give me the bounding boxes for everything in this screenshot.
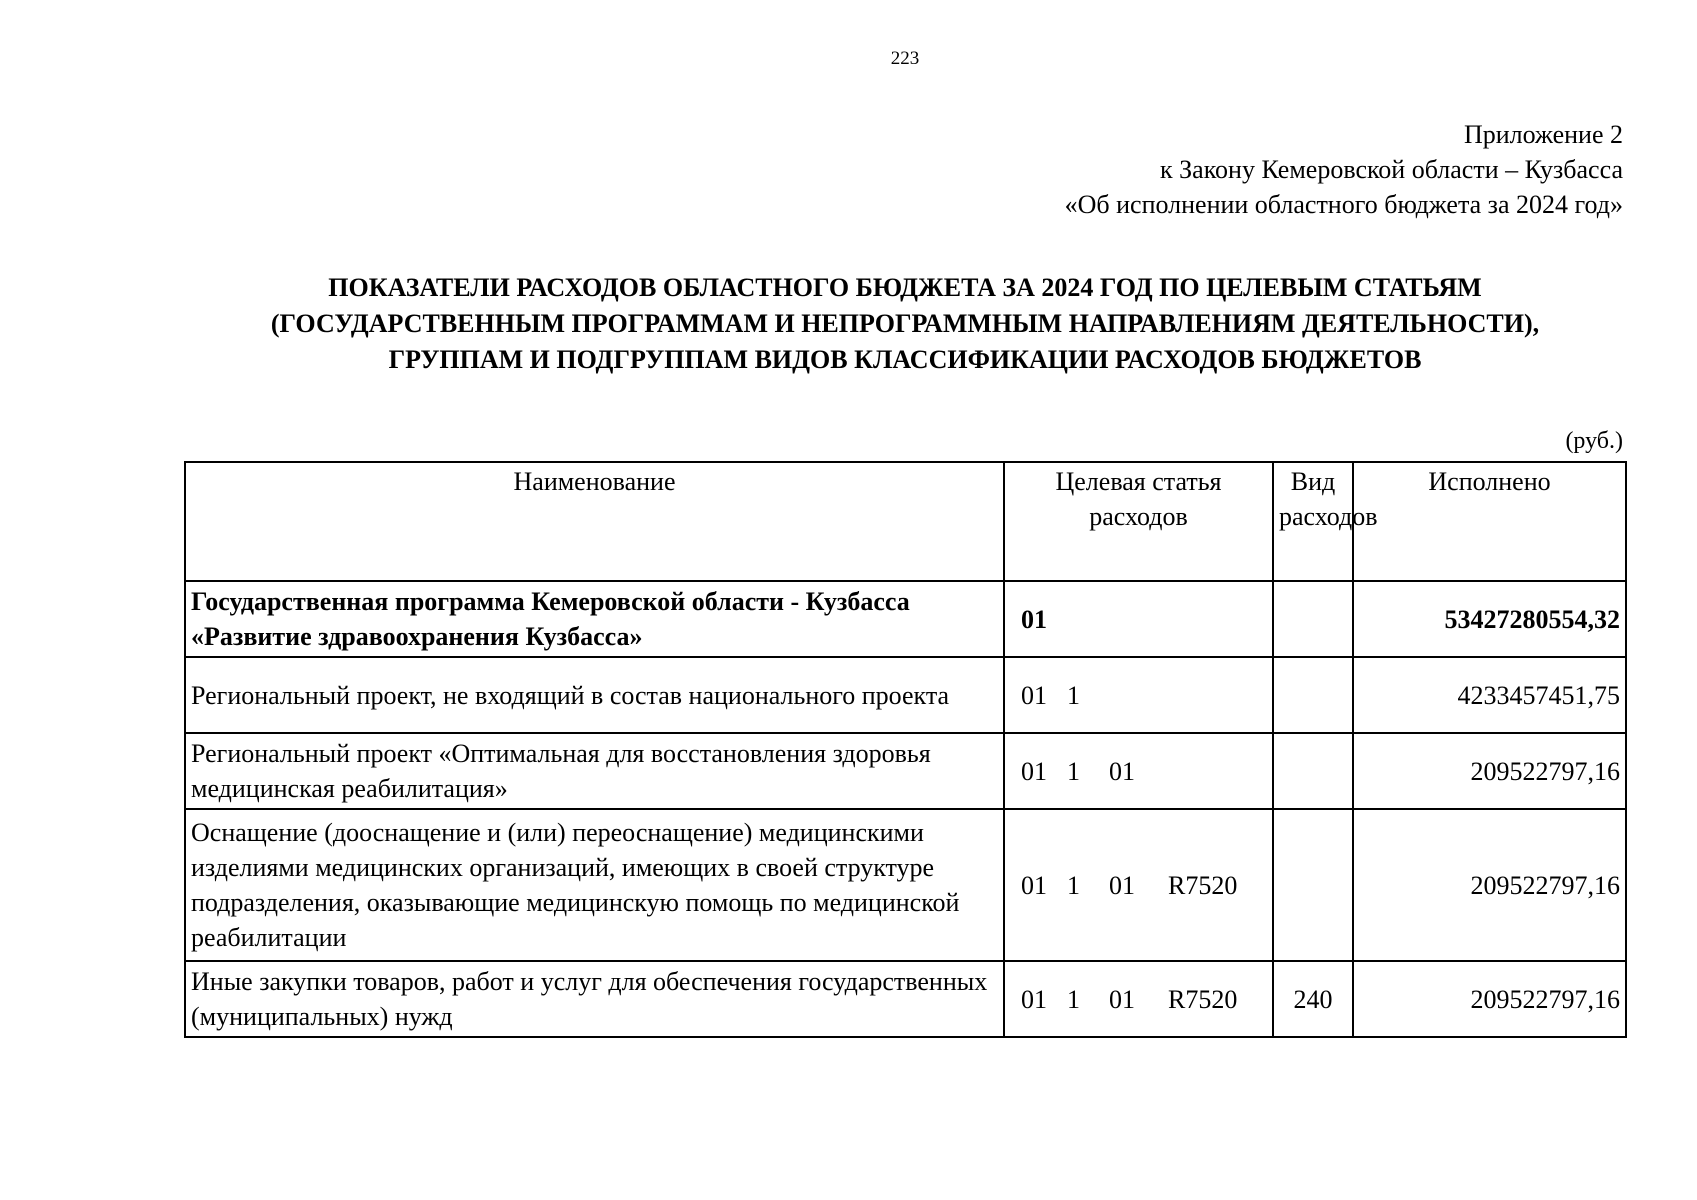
row-name: Государственная программа Кемеровской области - Кузбасса «Развитие здравоохранения Кузбасса»	[185, 581, 1004, 657]
appendix-line-1: Приложение 2	[1463, 120, 1623, 149]
code-event: 01	[1109, 756, 1135, 786]
row-name: Региональный проект «Оптимальная для восстановления здоровья медицинская реабилитация»	[185, 733, 1004, 809]
code-subprogram: 1	[1067, 680, 1080, 710]
code-subprogram: 1	[1067, 756, 1080, 786]
appendix-line-2: к Закону Кемеровской области – Кузбасса	[1160, 155, 1623, 184]
row-target-article	[1004, 657, 1273, 733]
row-expense-kind	[1273, 809, 1353, 961]
title-line-1: ПОКАЗАТЕЛИ РАСХОДОВ ОБЛАСТНОГО БЮДЖЕТА ЗА 2024 ГОД ПО ЦЕЛЕВЫМ СТАТЬЯМ	[328, 273, 1482, 302]
appendix-line-3: «Об исполнении областного бюджета за 2024 год»	[1064, 190, 1623, 219]
code-direction: R7520	[1168, 984, 1238, 1014]
row-executed-sum: 4233457451,75	[1353, 657, 1626, 733]
table-row	[185, 657, 1626, 733]
table-row	[185, 581, 1626, 657]
row-name: Региональный проект, не входящий в состав национального проекта	[185, 657, 1004, 733]
units-label: (руб.)	[1565, 428, 1623, 454]
table-row	[185, 961, 1626, 1037]
page-number: 223	[890, 48, 920, 69]
table-row	[185, 733, 1626, 809]
code-subprogram: 1	[1067, 870, 1080, 900]
row-target-article	[1004, 961, 1273, 1037]
title-line-3: ГРУППАМ И ПОДГРУППАМ ВИДОВ КЛАССИФИКАЦИИ РАСХОДОВ БЮДЖЕТОВ	[388, 345, 1422, 374]
row-target-article	[1004, 809, 1273, 961]
code-program: 01	[1021, 756, 1047, 786]
row-name: Оснащение (дооснащение и (или) переоснащение) медицинскими изделиями медицинских организаций, имеющих в своей структуре подразделения, оказывающие медицинскую помощь по медицинской реабилитации	[185, 809, 1004, 961]
row-expense-kind: 240	[1273, 961, 1353, 1037]
table-row	[185, 809, 1626, 961]
code-program: 01	[1021, 870, 1047, 900]
code-program: 01	[1021, 984, 1047, 1014]
row-expense-kind	[1273, 657, 1353, 733]
appendix-note	[1065, 117, 1623, 222]
row-executed-sum: 209522797,16	[1353, 733, 1626, 809]
row-executed-sum: 209522797,16	[1353, 961, 1626, 1037]
code-event: 01	[1109, 984, 1135, 1014]
code-program: 01	[1021, 604, 1047, 634]
code-event: 01	[1109, 870, 1135, 900]
row-name: Иные закупки товаров, работ и услуг для обеспечения государственных (муниципальных) нужд	[185, 961, 1004, 1037]
document-title	[150, 270, 1660, 378]
row-target-article	[1004, 581, 1273, 657]
row-expense-kind	[1273, 581, 1353, 657]
header-executed: Исполнено	[1353, 462, 1626, 581]
row-expense-kind	[1273, 733, 1353, 809]
code-program: 01	[1021, 680, 1047, 710]
row-target-article	[1004, 733, 1273, 809]
title-line-2: (ГОСУДАРСТВЕННЫМ ПРОГРАММАМ И НЕПРОГРАММНЫМ НАПРАВЛЕНИЯМ ДЕЯТЕЛЬНОСТИ),	[270, 309, 1540, 338]
budget-table	[184, 461, 1627, 1038]
table-header-row	[185, 462, 1626, 581]
header-target-article: Целевая статья расходов	[1004, 462, 1273, 581]
row-executed-sum: 209522797,16	[1353, 809, 1626, 961]
header-name: Наименование	[185, 462, 1004, 581]
code-subprogram: 1	[1067, 984, 1080, 1014]
code-direction: R7520	[1168, 870, 1238, 900]
header-expense-kind: Вид расходов	[1273, 462, 1353, 581]
row-executed-sum: 53427280554,32	[1353, 581, 1626, 657]
